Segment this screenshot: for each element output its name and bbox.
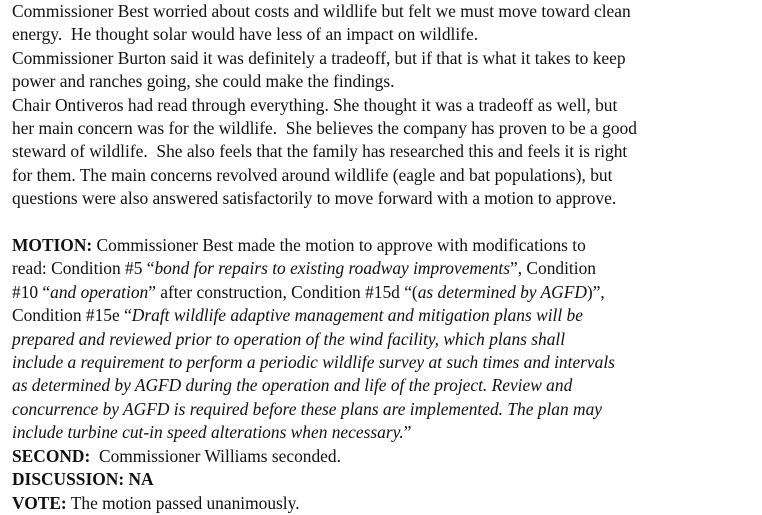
paragraph-line: her main concern was for the wildlife. She believes the company has proven to be a good [12,118,637,139]
vote-text: The motion passed unanimously. [66,492,300,513]
condition-10-text: and operation [50,281,149,302]
second-label: SECOND: [12,445,91,466]
paragraph-line: questions were also answered satisfactorily to move forward with a motion to approve. [12,188,617,209]
condition-15e-text: prepared and reviewed prior to operation of the wind facility, which plans shall [12,328,566,349]
paragraph-line: Commissioner Best worried about costs and wildlife but felt we must move toward clean [12,1,631,21]
paragraph-line: Chair Ontiveros had read through everything. She thought it was a tradeoff as well, but [12,94,618,115]
condition-5-text: bond for repairs to existing roadway improvements [154,258,510,279]
condition-15e-text: include turbine cut-in speed alterations when necessary. [12,422,404,443]
paragraph-line: Commissioner Burton said it was definitely a tradeoff, but if that is what it takes to keep [12,47,626,68]
condition-15e-text: concurrence by AGFD is required before these plans are implemented. The plan may [12,398,603,419]
paragraph-line: for them. The main concerns revolved around wildlife (eagle and bat populations), but [12,164,613,185]
vote-label: VOTE: [12,492,67,513]
motion-text: ” [403,422,412,443]
discussion-line [12,468,752,491]
paragraph-line: power and ranches going, she could make the findings. [12,71,395,92]
motion-text: #10 “ [12,281,51,302]
paragraph-gap [12,211,752,234]
motion-line [12,281,752,304]
motion-text: ”, Condition [510,258,596,279]
motion-section [12,234,752,445]
motion-line [12,421,752,444]
meeting-minutes-page [12,0,752,515]
second-line [12,445,752,468]
discussion-paragraph [12,0,752,211]
motion-text: read: Condition #5 “ [12,258,155,279]
motion-label: MOTION: [12,235,93,256]
condition-15e-text: include a requirement to perform a periodic wildlife survey at such times and intervals [12,352,615,373]
motion-line [12,234,752,257]
paragraph-line: energy. He thought solar would have less of an impact on wildlife. [12,24,479,45]
discussion-label: DISCUSSION: NA [12,469,154,490]
condition-15e-text: as determined by AGFD during the operation and life of the project. Review and [12,375,573,396]
motion-text: ” after construction, Condition #15d “( [148,281,418,302]
motion-text: )”, [586,281,605,302]
paragraph-line: steward of wildlife. She also feels that the family has researched this and feels it is right [12,141,628,162]
motion-text: Condition #15e “ [12,305,132,326]
vote-line [12,492,752,515]
condition-15e-text: Draft wildlife adaptive management and mitigation plans will be [131,305,583,326]
motion-line [12,257,752,280]
motion-line [12,304,752,327]
motion-text: Commissioner Best made the motion to approve with modifications to [92,235,586,256]
condition-15d-text: as determined by AGFD [417,281,587,302]
second-text: Commissioner Williams seconded. [90,445,341,466]
